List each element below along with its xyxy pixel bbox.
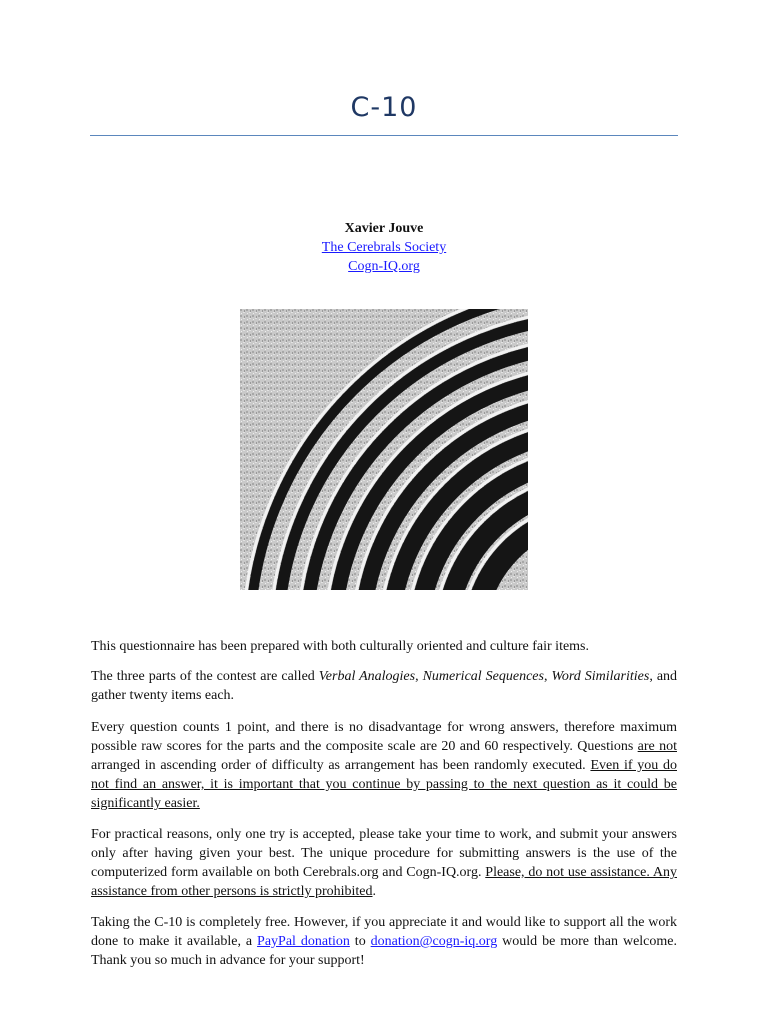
rules-text-a: For practical reasons, only one try is accepted, please take your time to work, and submit your answers only after having given your best. The unique procedure for submitting answers is the use of the computerized form available on both Cerebrals.org and Cogn-IQ.org.: [91, 827, 677, 880]
parts-text-a: The three parts of the contest are called: [91, 669, 319, 684]
title-divider: [90, 135, 678, 136]
cerebrals-society-link[interactable]: The Cerebrals Society: [321, 240, 447, 255]
rules-text-end: .: [372, 884, 376, 899]
donation-email-link[interactable]: donation@cogn-iq.org: [370, 934, 498, 949]
cogn-iq-link[interactable]: Cogn-IQ.org: [348, 259, 420, 274]
paragraph-rules: [91, 825, 677, 901]
continue-advice-emphasis: Even if you do not find an answer, it is important that you continue by passing to the next question as it could be significantly easier.: [91, 758, 677, 811]
paragraph-parts: [91, 667, 677, 705]
paragraph-intro: [91, 637, 677, 656]
donation-text-a: Taking the C-10 is completely free. However, if you appreciate it and would like to support all the work done to make it available, a: [91, 915, 677, 949]
are-not-emphasis: are not: [637, 739, 677, 754]
donation-text-c: would be more than welcome. Thank you so much in advance for your support!: [91, 934, 677, 968]
no-assistance-emphasis: Please, do not use assistance. Any assistance from other persons is strictly prohibited: [91, 865, 677, 899]
scoring-text-b: arranged in ascending order of difficulty as arrangement has been randomly executed.: [91, 758, 591, 773]
numerical-sequences-label: Numerical Sequences: [422, 669, 544, 684]
parts-sep-2: ,: [543, 669, 552, 684]
paragraph-scoring: [91, 718, 677, 813]
donation-text-b: to: [349, 934, 371, 949]
parts-sep-1: ,: [415, 669, 423, 684]
amphitheater-steps-image: [240, 309, 528, 590]
document-title: C-10: [350, 92, 418, 123]
author-block: [0, 219, 768, 276]
parts-text-b: , and gather twenty items each.: [91, 669, 678, 703]
verbal-analogies-label: Verbal Analogies: [318, 669, 416, 684]
author-name: Xavier Jouve: [344, 221, 424, 236]
intro-text: This questionnaire has been prepared with both culturally oriented and culture fair items.: [91, 639, 590, 654]
paragraph-donation: [91, 913, 677, 970]
scoring-text-a: Every question counts 1 point, and there is no disadvantage for wrong answers, therefore maximum possible raw scores for the parts and the composite scale are 20 and 60 respectively. Questions: [91, 720, 677, 754]
paypal-donation-link[interactable]: PayPal donation: [257, 934, 350, 949]
word-similarities-label: Word Similarities: [551, 669, 650, 684]
